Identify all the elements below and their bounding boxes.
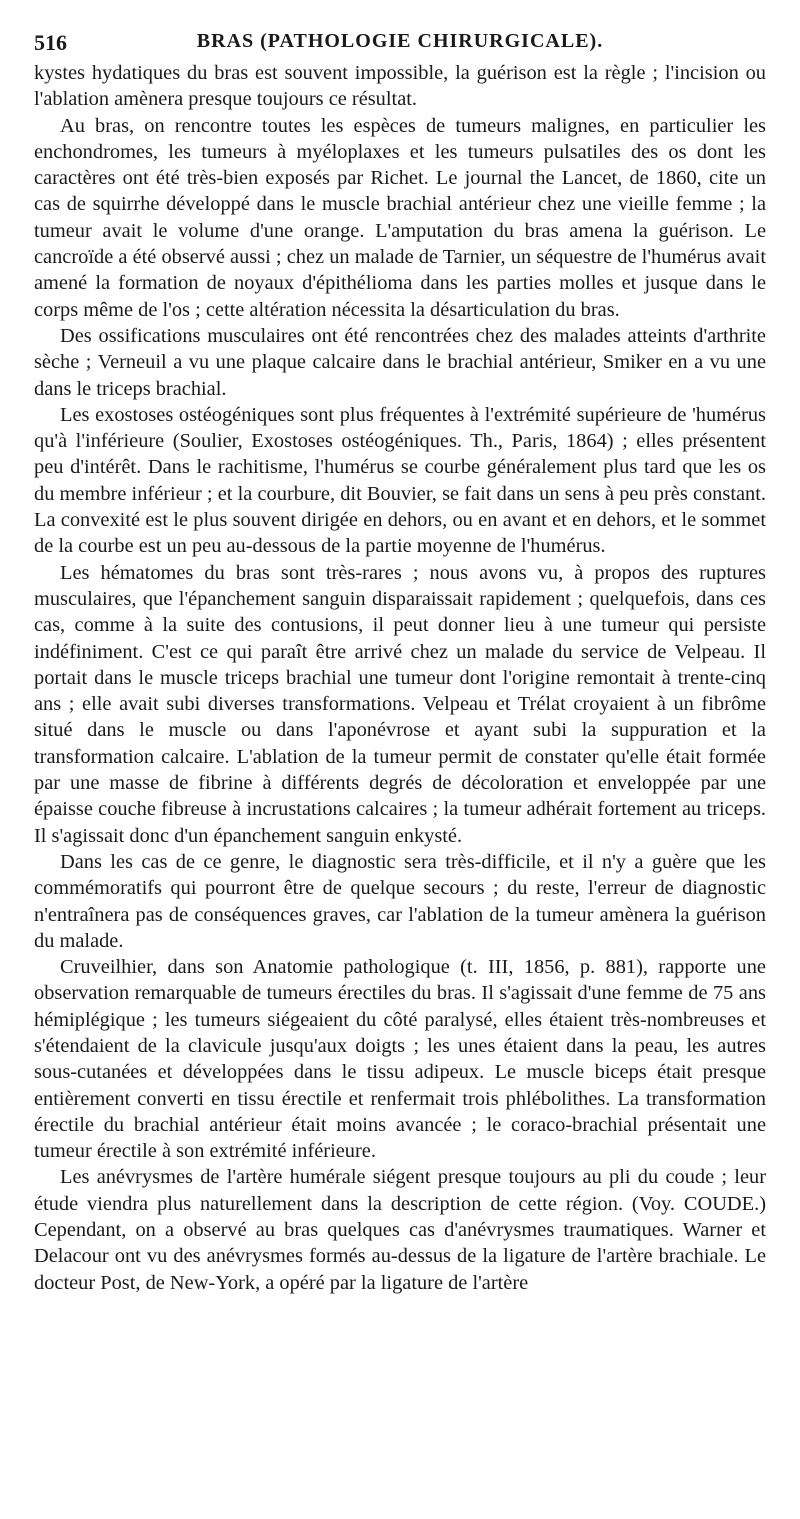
paragraph-ossifications: Des ossifications musculaires ont été rencontrées chez des malades atteints d'arthrite sèche ; Verneuil a vu une plaque calcaire dans le brachial antérieur, Smiker en a vu une dans le triceps brachial.	[34, 324, 766, 400]
body-text	[34, 60, 766, 1296]
paragraph-anevrysmes: Les anévrysmes de l'artère humérale siégent presque toujours au pli du coude ; leur étude viendra plus naturellement dans la description de cette région. (Voy. COUDE.) Cependant, on a observé au bras quelques cas d'anévrysmes traumatiques. Warner et Delacour ont vu des anévrysmes formés au-dessus de la ligature de l'artère brachiale. Le docteur Post, de New-York, a opéré par la ligature de l'artère	[34, 1166, 766, 1294]
paragraph-tumeurs-malignes: Au bras, on rencontre toutes les espèces de tumeurs malignes, en particulier les enchondromes, les tumeurs à myéloplaxes et les tumeurs pulsatiles des os dont les caractères ont été très-bien exposés par Richet. Le journal the Lancet, de 1860, cite un cas de squirrhe développé dans le muscle brachial antérieur chez une vieille femme ; la tumeur avait le volume d'une orange. L'amputation du bras amena la guérison. Le cancroïde a été observé aussi ; chez un malade de Tarnier, un séquestre de l'humérus avait amené la formation de noyaux d'épithélioma dans les parties molles et jusque dans le corps même de l'os ; cette altération nécessita la désarticulation du bras.	[34, 114, 766, 321]
paragraph-kystes-continuation: kystes hydatiques du bras est souvent impossible, la guérison est la règle ; l'incision ou l'ablation amènera presque toujours ce résultat.	[34, 62, 766, 111]
running-title: BRAS (PATHOLOGIE CHIRURGICALE).	[196, 30, 604, 52]
document-page	[34, 26, 766, 1296]
running-head	[34, 26, 766, 60]
paragraph-hematomes: Les hématomes du bras sont très-rares ; nous avons vu, à propos des ruptures musculaires, que l'épanchement sanguin disparaissait rapidement ; quelquefois, dans ces cas, comme à la suite des contusions, il peut donner lieu à une tumeur qui persiste indéfiniment. C'est ce qui paraît être arrivé chez un malade du service de Velpeau. Il portait dans le muscle triceps brachial une tumeur dont l'origine remontait à trente-cinq ans ; elle avait subi diverses transformations. Velpeau et Trélat croyaient à un fibrôme situé dans le muscle ou dans l'aponévrose et ayant subi la suppuration et la transformation calcaire. L'ablation de la tumeur permit de constater qu'elle était formée par une masse de fibrine à différents degrés de décoloration et enveloppée par une épaisse couche fibreuse à incrustations calcaires ; la tumeur adhérait fortement au triceps. Il s'agissait donc d'un épanchement sanguin enkysté.	[34, 561, 766, 847]
page-number: 516	[34, 30, 67, 55]
paragraph-diagnostic: Dans les cas de ce genre, le diagnostic sera très-difficile, et il n'y a guère que les commémoratifs qui pourront être de quelque secours ; du reste, l'erreur de diagnostic n'entraînera pas de conséquences graves, car l'ablation de la tumeur amènera la guérison du malade.	[34, 850, 766, 952]
paragraph-tumeurs-erectiles: Cruveilhier, dans son Anatomie pathologique (t. III, 1856, p. 881), rapporte une observation remarquable de tumeurs érectiles du bras. Il s'agissait d'une femme de 75 ans hémiplégique ; les tumeurs siégeaient du côté paralysé, elles étaient très-nombreuses et s'étendaient de la clavicule jusqu'aux doigts ; les unes étaient dans la peau, les autres sous-cutanées et développées dans le tissu adipeux. Le muscle biceps était presque entièrement converti en tissu érectile et renfermait trois phlébolithes. La transformation érectile du brachial antérieur était moins avancée ; le coraco-brachial présentait une tumeur érectile à son extrémité inférieure.	[34, 956, 766, 1163]
paragraph-exostoses: Les exostoses ostéogéniques sont plus fréquentes à l'extrémité supérieure de 'humérus qu'à l'inférieure (Soulier, Exostoses ostéogéniques. Th., Paris, 1864) ; elles présentent peu d'intérêt. Dans le rachitisme, l'humérus se courbe généralement plus tard que les os du membre inférieur ; et la courbure, dit Bouvier, se fait dans un sens à peu près constant. La convexité est le plus souvent dirigée en dehors, ou en avant et en dehors, et le sommet de la courbe est un peu au-dessous de la partie moyenne de l'humérus.	[34, 403, 766, 558]
